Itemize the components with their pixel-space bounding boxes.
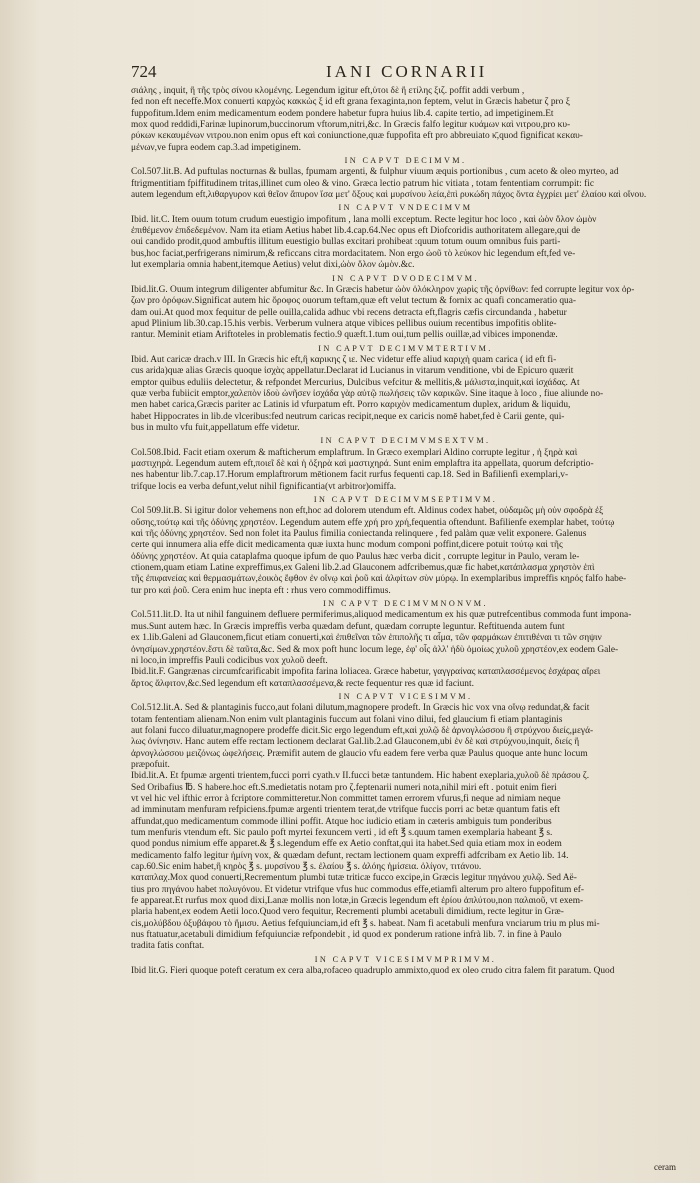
text-line: oui candido prodit,quod ambuftis illitum euestigio bullas excitari prohibeat :quum totum ouum omnibus fuis parti- (131, 237, 561, 248)
text-line: tur pro καὶ ῥοῦ. Cera enim huc inepta eft : rhus vero commodiffimus. (131, 585, 391, 596)
text-line: nes habentur lib.7.cap.17.Horum emplaftrorum mētionem facit rurfus fequenti cap.18. Sed in Bafilienfi exemplari,v- (131, 470, 569, 481)
text-line: medicamento falfo legitur ἡμίνη vox, & quædam defunt, rectam lectionem quam expreffi adfcribam ex Aetio lib. 14. (131, 850, 569, 861)
text-line: Col.507.lit.B. Ad puftulas nocturnas & bullas, fpumam argenti, & fulphur viuum æquis portionibus , cum aceto & oleo myrteo, ad (131, 167, 619, 178)
text-line: lut exemplaria omnia habent,itemque Aetius) velut dixi,ὠὸν ὅλον ὠμὸν.&c. (131, 260, 415, 271)
text-line: Col.511.lit.D. Ita ut nihil fanguinem defluere permiferimus,aliquod medicamentum ex his quæ putrefcentibus commoda funt impona- (131, 610, 632, 621)
text-line: ἄρτος ἄλφιτον,&c.Sed legendum eft καταπλασσέμενα,& recte fequentur res quæ id faciunt. (131, 678, 474, 689)
section-heading: IN CAPVT DECIMVMTERTIVM. (318, 343, 493, 353)
text-line: habet Hippocrates in lib.de vlceribus:fed neutrum caricas recipit,neque ex caricis nomē habet,fed è Carii gente, qui- (131, 411, 565, 422)
text-line: vt vel hic vel ifthic error à fcriptore committeretur.Non committet tamen errorem vfurus,fi neque ad nimiam neque (131, 793, 561, 804)
text-line: οὔσης,τούτῳ καὶ τῆς ὀδύνης χρηστέον. Legendum autem effe χρή pro χρή,fequentia oftendunt. Bafilienfe exemplar habet, τούτῳ (131, 517, 615, 528)
section-heading: IN CAPVT VICESIMVMPRIMVM. (314, 954, 497, 964)
text-line: totam fententiam alienam.Non enim vult plantaginis fuccum aut folani vino dilui, fed glaucium fi etiam plantaginis (131, 714, 563, 725)
text-line: rantur. Meminit etiam Ariftoteles in problematis fectio.9 quæft.1.tum oui,tum pellis ouillæ,ad vibices imponendæ. (131, 330, 558, 341)
text-line: affundat,quo medicamentum commode illini poffit. Atque hoc iudicio etiam in cæteris ambiguis tum ponderibus (131, 816, 552, 827)
text-line: Ibid. Aut caricæ drach.v III. In Græcis hic eft,ἢ καρικης ζ ιε. Nec videtur effe aliud καριχὴ quam carica ( id eft fi- (131, 354, 557, 365)
page-number: 724 (131, 62, 157, 81)
text-line: autem legendum eft,λιθαργυρον καὶ θεῖον ἄπυρον ἴσα μετ' ὄξους καὶ μυρσίνου λεία,ἐπὶ ρυκώδη πάχος ὄντα ἐγχρίει μετ' ἐλαίου καὶ οἴνου. (131, 190, 647, 201)
text-line: apud Plinium lib.30.cap.15.his verbis. Verberum vulnera atque vibices pellibus ouium recentibus impofitis oblite- (131, 318, 557, 329)
text-line: Ibid lit.G. Fieri quoque poteft ceratum ex cera alba,rofaceo quadruplo ammixto,quod ex oleo crudo citra falem fit paratum. Quod (131, 966, 615, 977)
running-head: IANI CORNARII (326, 62, 488, 81)
text-line: ὀδύνης χρηστέον. At quia cataplafma quoque ipfum de quo Paulus hæc verba dicit , corrupte legitur in Paulo, veram le- (131, 551, 580, 562)
text-line: ctionem,quam etiam Latine expreffimus,ex Galeni lib.2.ad Glauconem adfcribemus,quæ fic habet,κατάπλασμα χρηστὸν ἐπὶ (131, 563, 595, 574)
text-line: σιάλης , inquit, ἢ τῆς τρὸς σίνου κλομένης. Legendum igitur eft,ὑτοι δὲ ἢ ετίλης ξιζ. poffit addi verbum , (131, 86, 525, 96)
text-line: fuppofitum.Idem enim medicamentum eodem pondere habetur fupra huius lib.4. capite tertio, ad impetiginem.Et (131, 108, 554, 119)
text-line: τῆς ἐπιφανείας καὶ θερμασμάτων,ἐοικὸς ἔφθον ἐν οἴνῳ καὶ ῥοῦ καὶ ἀλφίτων σὺν μύρῳ. In exemplaribus impreffis κηρός falfo habe- (131, 574, 627, 585)
text-line: cap.60.Sic enim habet,ἢ κηρὸς ℥ s. μυρσίνου ℥ s. ἐλαίου ℥ s. ἀλόης ἡμίσεια. ὀλίγον, τιτάνου. (131, 862, 482, 873)
section-heading: IN CAPVT DECIMVMSEXTVM. (320, 436, 491, 446)
catchword: ceram (654, 1162, 676, 1172)
section-heading: IN CAPVT DVODECIMVM. (332, 273, 479, 283)
text-line: certe qui innumera alia effe dicit medicamenta quæ iuxta hunc modum componi poffint,dicere potuit τούτῳ καὶ τῆς (131, 540, 563, 551)
text-line: dam oui.At quod mox fequitur de pelle ouilla,calida adhuc vbi recens detracta eft,flagris cæfis circundanda , habetur (131, 307, 567, 318)
text-line: ζων pro ὀρόφων.Significat autem hic ὄροφος ouorum teftam,quæ eft velut tectum & fornix ac quafi concameratio qua- (131, 296, 577, 307)
text-line: ἐπιθέμενον ἐπιδεδεμένον. Nam ita etiam Aetius habet lib.4.cap.64.Nec opus eft Diofcoridis authoritatem allegare,qui de (131, 226, 581, 237)
text-line: bus in multo vfu fuit,appellatum effe videtur. (131, 422, 300, 433)
text-line: plaria habent,ex eodem Aetii loco.Quod vero fequitur, Recrementi plumbi acetabuli dimidium, recte legitur in Græ- (131, 907, 564, 918)
text-line: men habet carica,Græcis pariter ac Latinis id vfurpatum eft. Porro καριχὸν medicamentum duplex, aridum & liquidu, (131, 400, 571, 411)
section-heading: IN CAPVT VICESIMVM. (338, 691, 473, 701)
section-heading: IN CAPVT DECIMVM. (344, 156, 467, 166)
text-line: bus,hoc faciat,perfrigerans nimirum,& reficcans citra mordacitatem. Non ergo ὠοῦ τὸ λεύκον hic legendum eft,fed ve- (131, 248, 576, 259)
text-line: quæ verba fubiicit emptor,χαλεπὸν ἰδοὺ ὠνῆσεν ἰσχάδα γὰρ αὐτῷ πωλήσεις τῶν καρικῶν. Sine itaque à loco , fiue aliunde no- (131, 388, 604, 399)
text-line: Sed Oribafius ℔. S habere.hoc eft.S.medietatis notam pro ζ.feptenarii numeri nota,nihil miri eft . potuit enim fieri (131, 782, 557, 793)
text-line: emptor quibus eduliis delectetur, & refpondet Mercurius, Dulcibus vefcitur & mellitis,& μάλιστα,inquit,καὶ ἰσχάδας. At (131, 377, 580, 388)
text-line: λως ὀνίνησιν. Hanc autem effe rectam lectionem declarat Gal.lib.2.ad Glauconem,ubi ἐν δὲ καὶ στρύχνου,inquit, διείς ἢ (131, 737, 580, 748)
text-line: nus ftatuatur,acetabuli dimidium fefquiunciæ refpondebit , id quod ex ponderum ratione infrà lib. 7. in fine à Paulo (131, 930, 562, 941)
text-line: Col 509.lit.B. Si igitur dolor vehemens non eft,hoc ad dolorem utendum eft. Aldinus codex habet, οὐδαμῶς μὴ οὐν σφοδρὰ ἐξ (131, 506, 604, 517)
text-line: ρύκων κεκαυμένων νιτρου.non enim opus eft καὶ coniunctione,quæ fuppofita eft pro abbreuiato κ̄,quod fignificat κεκαυ- (131, 131, 583, 142)
text-line: mus.Sunt autem hæc. In Græcis impreffis verba quædam defunt, quædam corrupte leguntur. Reftituenda autem funt (131, 621, 565, 632)
text-line: Ibid.lit.G. Ouum integrum diligenter abfumitur &c. In Græcis habetur ὠὸν ὁλόκληρον χωρὶς τῆς ὀρνίθων: fed corrupte legitur vox ὀρ- (131, 284, 635, 295)
text-line: ὀνησίμων.χρηστέον.ἔστι δὲ ταῦτα,&c. Sed & mox poft hunc locum lege, ἐφ' οἷς ἀλλ' ἡδὺ ὁμοίως χυλοῦ χρηστέον,ex eodem Gale- (131, 644, 619, 655)
text-line: mox quod reddidi,Farinæ lupinorum,buccinorum vftorum,nitri,&c. In Græcis falfo legitur κυάμων καὶ νιτρου,pro κυ- (131, 120, 571, 131)
text-line: μαστιχηρὰ. Legendum autem eft,ποιεῖ δὲ καὶ ἡ ὀξηρὰ καὶ μαστιχηρά. Sunt enim emplaftra ita appellata, quorum defcriptio- (131, 459, 594, 469)
text-line: aut folani fucco diluatur,magnopere prodeffe dicit.Sic ergo legendum eft,καὶ χυλῷ δὲ ἀρνογλώσσου ἢ στρύχνου διείς,μεγά- (131, 725, 594, 736)
text-line: Col.508.Ibid. Facit etiam oxerum & mafticherum emplaftrum. In Græco exemplari Aldino corrupte legitur , ἡ ξηρὰ καὶ (131, 447, 578, 458)
text-line: fed non eft neceffe.Mox conuerti καρχὼς κακκὼς ξ id eft grana fexaginta,non feptem, velut in Græcis habetur ζ pro ξ (131, 97, 570, 108)
section-heading: IN CAPVT DECIMVMNONVM. (323, 599, 488, 609)
page-header (131, 62, 678, 84)
section-heading: IN CAPVT DECIMVMSEPTIMVM. (313, 495, 498, 505)
text-line: ex 1.lib.Galeni ad Glauconem,ficut etiam conuerti,καὶ ἐπιθεῖναι τῶν ἐπιπολῆς τι αἷμα, τῶν φαρμάκων ἐπιτιθέναι τι τῶν σηψιν (131, 633, 602, 644)
text-line: ftrigmentitiam fpiffitudinem tritas,illinet cum oleo & vino. Græca lectio patrum hic vitiata , totam fententiam corrumpit: fic (131, 178, 594, 189)
text-line: ad imminutam menfuram refpiciens.fpumæ argenti trientem terat,de vtrifque fuccis porri ac betæ quantum fatis eft (131, 805, 560, 816)
text-line: ni loco,in impreffis Pauli codicibus vox χυλοῦ deeft. (131, 655, 328, 666)
text-line: tradita fatis conftat. (131, 941, 205, 952)
text-line: cis,μολύβδου ὀξυβάφου τὸ ἥμισυ. Aetius fefquiunciam,id eft ℥ s. habeat. Nam fi acetabuli menfura vnciarum triu m plus mi- (131, 918, 600, 929)
text-line: tius pro πηγάνου habet πολυγόνου. Et videtur vtrifque vfus huc commodus effe,etiamfi alterum pro altero fuppofitum ef- (131, 884, 585, 895)
text-line: Ibid.lit.F. Gangrænas circumfcarificabit impofita farina loliacea. Græce habetur, γαγγραίνας καταπλασσέμενος ἐσχάρας αἴρει (131, 667, 601, 678)
text-line: Col.512.lit.A. Sed & plantaginis fucco,aut folani dilutum,magnopere prodeft. In Græcis hic vox vna οἴνῳ redundat,& facit (131, 703, 590, 714)
text-line: Ibid.lit.A. Et fpumæ argenti trientem,fucci porri cyath.v II.fucci betæ tantundem. Hic habent exeplaria,χυλοῦ δὲ πράσου ζ. (131, 771, 590, 782)
text-line: μένων,ve fupra eodem cap.3.ad impetiginem. (131, 142, 301, 153)
text-line: ἀρνογλώσσου μειζόνως ὠφελήσεις. Præmifit autem de glaucio vfu eadem fere verba quæ Paulus quoque ante hunc locum (131, 748, 588, 759)
section-heading: IN CAPVT VNDECIMVM (338, 203, 473, 213)
main-text (131, 86, 680, 977)
text-line: tum menfuris vtendum eft. Sic paulo poft myrtei fexuncem verti , id eft ℥ s.quum tamen exemplaria habeant ℥ s. (131, 828, 553, 838)
text-line: fe appareat.Et rurfus mox quod dixi,Lanæ mollis non lotæ,in Græcis legendum eft ἐρίου ἀπλύτου,non παλαιοῦ, vt exem- (131, 896, 584, 907)
text-line: quod pondus nimium effe apparet.& ℥ s.legendum effe ex Aetio conftat,qui ita habet.Sed quia etiam mox in eodem (131, 839, 562, 850)
text-line: Ibid. lit.C. Item ouum totum crudum euestigio impofitum , lana molli exceptum. Recte legitur hoc loco , καὶ ὠὸν ὅλον ὠμὸν (131, 214, 597, 225)
text-line: trifque locis ea verba defunt,velut nihil fignificantia(vt arbitror)omiffa. (131, 481, 397, 492)
text-line: cus arida)quæ alias Græcis quoque ἰσχὰς appellatur.Declarat id Lucianus in vitarum venditione, vbi de Epicuro quærit (131, 366, 574, 377)
text-line: præpofuit. (131, 759, 170, 770)
text-line: καὶ τῆς ὀδύνης χρηστέον. Sed non folet ita Paulus fimilia coniectanda relinquere , fed palàm quæ velit exponere. Galenus (131, 529, 587, 540)
text-line: καταπλαχ.Mox quod conuerti,Recrementum plumbi tutæ triticæ fucco excipe,in Græcis legitur πηγάνου χυλῷ. Sed Aë- (131, 873, 577, 884)
